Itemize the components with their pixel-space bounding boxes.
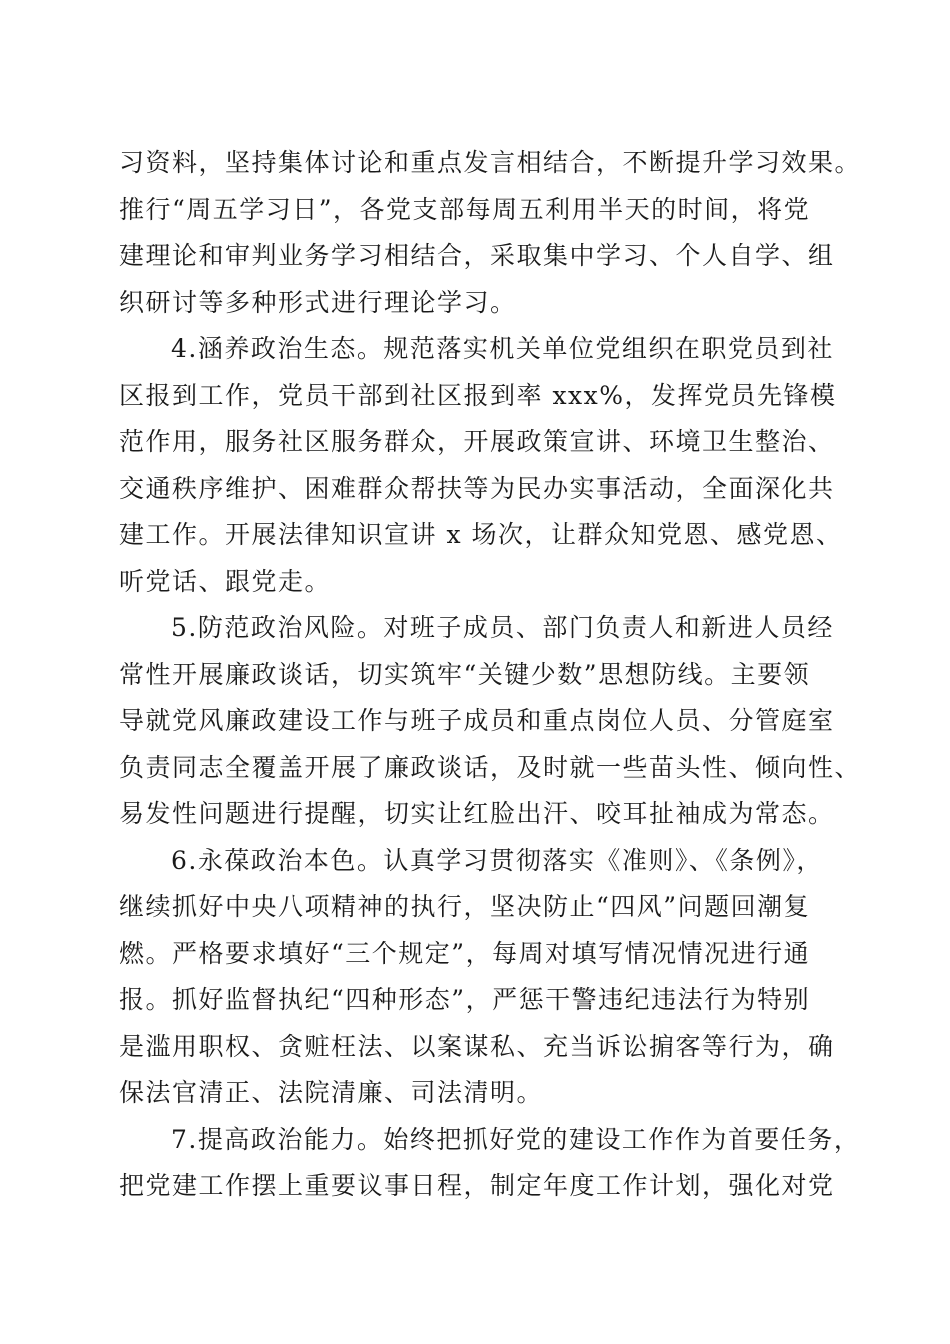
text-line: 把党建工作摆上重要议事日程，制定年度工作计划，强化对党 bbox=[119, 1171, 835, 1200]
text-line: 导就党风廉政建设工作与班子成员和重点岗位人员、分管庭室 bbox=[119, 706, 835, 735]
text-line: 推行“周五学习日”，各党支部每周五利用半天的时间，将党 bbox=[119, 194, 811, 224]
text-line: 建工作。开展法律知识宣讲 x 场次，让群众知党恩、感党恩、 bbox=[119, 520, 843, 549]
text-line: 易发性问题进行提醒，切实让红脸出汗、咬耳扯袖成为常态。 bbox=[119, 799, 835, 828]
text-line: 报。抓好监督执纪“四种形态”，严惩干警违纪违法行为特别 bbox=[119, 985, 811, 1014]
text-line: 是滥用职权、贪赃枉法、以案谋私、充当诉讼掮客等行为，确 bbox=[119, 1031, 835, 1061]
paragraph-5-first-line: 5.防范政治风险。对班子成员、部门负责人和新进人员经 bbox=[171, 613, 834, 642]
text-line: 区报到工作，党员干部到社区报到率 xxx%，发挥党员先锋模 bbox=[119, 380, 837, 410]
text-line: 继续抓好中央八项精神的执行，坚决防止“四风”问题回潮复 bbox=[119, 892, 811, 921]
paragraph-4-first-line: 4.涵养政治生态。规范落实机关单位党组织在职党员到社 bbox=[171, 334, 834, 363]
text-line: 负责同志全覆盖开展了廉政谈话，及时就一些苗头性、倾向性、 bbox=[119, 752, 862, 782]
text-line: 织研讨等多种形式进行理论学习。 bbox=[119, 287, 517, 317]
paragraph-6-first-line: 6.永葆政治本色。认真学习贯彻落实《准则》、《条例》， bbox=[171, 845, 823, 875]
text-line: 建理论和审判业务学习相结合，采取集中学习、个人自学、组 bbox=[119, 241, 835, 270]
text-line: 听党话、跟党走。 bbox=[119, 566, 332, 596]
document-body bbox=[119, 140, 862, 1210]
paragraph-7-first-line: 7.提高政治能力。始终把抓好党的建设工作作为首要任务， bbox=[171, 1124, 861, 1154]
text-line: 范作用，服务社区服务群众，开展政策宣讲、环境卫生整治、 bbox=[119, 427, 835, 456]
text-line: 常性开展廉政谈话，切实筑牢“关键少数”思想防线。主要领 bbox=[119, 659, 811, 689]
text-line: 保法官清正、法院清廉、司法清明。 bbox=[119, 1078, 544, 1107]
text-line: 交通秩序维护、困难群众帮扶等为民办实事活动，全面深化共 bbox=[119, 473, 835, 503]
text-line: 燃。严格要求填好“三个规定”，每周对填写情况情况进行通 bbox=[119, 938, 811, 968]
text-line: 习资料，坚持集体讨论和重点发言相结合，不断提升学习效果。 bbox=[119, 148, 862, 177]
